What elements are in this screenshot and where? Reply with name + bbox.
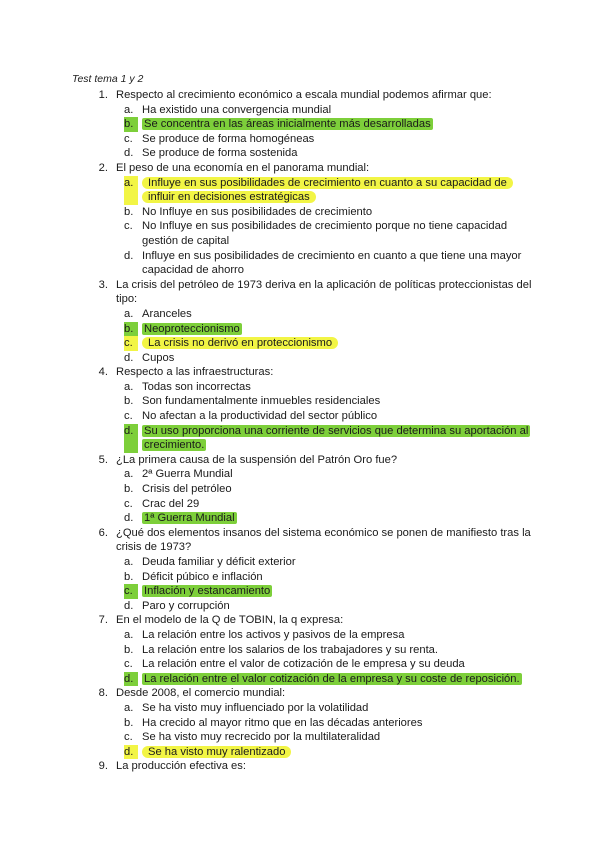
question-number: 7. <box>98 614 108 627</box>
option-letter: b. <box>124 117 138 132</box>
answer-option <box>124 205 532 220</box>
question-6 <box>72 526 532 614</box>
option-letter: a. <box>124 468 134 481</box>
question-2 <box>72 161 532 278</box>
answer-option <box>124 117 532 132</box>
option-letter: d. <box>124 745 138 760</box>
question-8 <box>72 686 532 759</box>
answer-option <box>124 584 532 599</box>
option-text: Se produce de forma sostenida <box>142 147 298 160</box>
option-letter: d. <box>124 599 134 612</box>
answer-option <box>124 219 532 248</box>
option-text: Deuda familiar y déficit exterior <box>142 556 296 568</box>
highlighted-answer-text: La relación entre el valor cotización de la empresa y su coste de reposición. <box>144 672 520 685</box>
option-letter: c. <box>124 220 133 233</box>
document-title: Test tema 1 y 2 <box>72 73 144 85</box>
option-text: No afectan a la productividad del sector público <box>142 410 378 423</box>
answer-option <box>124 424 532 453</box>
question-stem <box>72 526 532 555</box>
highlighted-answer-text: Neoproteccionismo <box>144 322 240 335</box>
answer-option <box>124 716 532 731</box>
answer-option <box>124 409 532 424</box>
answer-option <box>124 730 532 745</box>
question-number: 3. <box>98 278 108 291</box>
question-text: ¿La primera causa de la suspensión del Patrón Oro fue? <box>116 453 398 466</box>
highlighted-answer-text: Inflación y estancamiento <box>144 585 271 598</box>
question-text: ¿Qué dos elementos insanos del sistema económico se ponen de manifiesto tras la crisis de 1973? <box>116 526 531 554</box>
option-text-wrap <box>138 146 532 161</box>
question-stem <box>72 365 532 380</box>
option-letter: d. <box>124 424 138 453</box>
option-text-wrap <box>138 351 532 366</box>
option-text-wrap <box>138 205 532 220</box>
option-text-wrap <box>138 409 532 424</box>
answer-option <box>124 351 532 366</box>
option-text: La relación entre los salarios de los trabajadores y su renta. <box>142 643 439 656</box>
option-text: Se ha visto muy influenciado por la volatilidad <box>142 701 369 714</box>
option-text-wrap <box>138 511 532 526</box>
answer-option <box>124 467 532 482</box>
answer-option <box>124 380 532 395</box>
question-1 <box>72 88 532 161</box>
option-text-wrap <box>138 716 532 731</box>
option-text-wrap <box>138 219 532 248</box>
option-text: Déficit púbico e inflación <box>142 570 263 583</box>
question-text: Desde 2008, el comercio mundial: <box>116 687 286 700</box>
option-letter: c. <box>124 731 133 744</box>
answer-option <box>124 322 532 337</box>
option-text: Cupos <box>142 351 175 364</box>
option-text-wrap <box>138 745 532 760</box>
option-list <box>124 701 532 759</box>
option-text: Son fundamentalmente inmuebles residenciales <box>142 395 381 408</box>
question-number: 6. <box>98 526 108 539</box>
option-list <box>124 628 532 686</box>
option-letter: c. <box>124 410 133 423</box>
option-letter: a. <box>124 380 134 393</box>
option-text: 2ª Guerra Mundial <box>142 468 233 481</box>
question-number: 4. <box>98 366 108 379</box>
option-letter: d. <box>124 351 134 364</box>
question-stem <box>72 88 532 103</box>
option-letter: c. <box>124 584 138 599</box>
option-letter: b. <box>124 483 134 496</box>
highlighted-answer-text: 1ª Guerra Mundial <box>144 512 235 525</box>
answer-option <box>124 482 532 497</box>
option-text-wrap <box>138 322 532 337</box>
highlighted-answer-text: La crisis no derivó en proteccionismo <box>142 337 338 349</box>
option-text-wrap <box>138 467 532 482</box>
option-text: Se ha visto muy recrecido por la multilateralidad <box>142 731 381 744</box>
answer-option <box>124 628 532 643</box>
answer-option <box>124 643 532 658</box>
answer-option <box>124 701 532 716</box>
option-list <box>124 103 532 161</box>
option-text-wrap <box>138 584 532 599</box>
option-text: Paro y corrupción <box>142 599 230 612</box>
question-stem <box>72 161 532 176</box>
answer-option <box>124 511 532 526</box>
option-text-wrap <box>138 657 532 672</box>
option-text: Ha crecido al mayor ritmo que en las décadas anteriores <box>142 716 423 729</box>
question-number: 8. <box>98 687 108 700</box>
question-text: El peso de una economía en el panorama mundial: <box>116 161 370 174</box>
highlighted-answer-text: Influye en sus posibilidades de crecimiento en cuanto a su capacidad de influir en decisiones estratégicas <box>142 177 513 204</box>
option-text-wrap <box>138 643 532 658</box>
option-list <box>124 307 532 365</box>
option-letter: d. <box>124 249 134 262</box>
question-number: 2. <box>98 161 108 174</box>
answer-option <box>124 176 532 205</box>
option-text-wrap <box>138 249 532 278</box>
option-list <box>124 176 532 278</box>
answer-option <box>124 336 532 351</box>
option-letter: a. <box>124 176 138 205</box>
question-text: Respecto al crecimiento económico a escala mundial podemos afirmar que: <box>116 89 492 101</box>
question-number: 5. <box>98 453 108 466</box>
option-text-wrap <box>138 555 532 570</box>
option-text-wrap <box>138 103 532 118</box>
highlighted-answer-text: Se concentra en las áreas inicialmente más desarrolladas <box>144 118 431 131</box>
option-text-wrap <box>138 336 532 351</box>
option-text: Se produce de forma homogéneas <box>142 132 315 145</box>
answer-option <box>124 249 532 278</box>
option-list <box>124 555 532 613</box>
option-text: Ha existido una convergencia mundial <box>142 103 332 116</box>
question-stem <box>72 278 532 307</box>
question-text: En el modelo de la Q de TOBIN, la q expresa: <box>116 614 344 627</box>
option-letter: b. <box>124 205 134 218</box>
option-letter: c. <box>124 336 138 351</box>
option-letter: a. <box>124 103 134 116</box>
option-text-wrap <box>138 701 532 716</box>
highlighted-answer-text: Se ha visto muy ralentizado <box>142 746 291 758</box>
question-stem <box>72 613 532 628</box>
option-letter: b. <box>124 570 134 583</box>
question-text: La crisis del petróleo de 1973 deriva en la aplicación de políticas proteccionistas del tipo: <box>116 278 532 306</box>
option-text: Todas son incorrectas <box>142 380 251 393</box>
answer-option <box>124 497 532 512</box>
option-letter: d. <box>124 147 134 160</box>
question-5 <box>72 453 532 526</box>
option-text-wrap <box>138 730 532 745</box>
option-text: Crac del 29 <box>142 497 200 510</box>
option-text-wrap <box>138 117 532 132</box>
option-text: No Influye en sus posibilidades de crecimiento <box>142 205 373 218</box>
question-4 <box>72 365 532 453</box>
option-text-wrap <box>138 380 532 395</box>
option-text: La relación entre los activos y pasivos de la empresa <box>142 628 405 641</box>
option-list <box>124 380 532 453</box>
option-letter: a. <box>124 628 134 641</box>
question-number: 9. <box>98 760 108 773</box>
answer-option <box>124 132 532 147</box>
question-9 <box>72 759 532 774</box>
answer-option <box>124 394 532 409</box>
question-7 <box>72 613 532 686</box>
option-text-wrap <box>138 424 532 453</box>
option-text: Crisis del petróleo <box>142 483 232 496</box>
highlighted-answer-text: Su uso proporciona una corriente de servicios que determina su aportación al crecimiento. <box>144 424 529 452</box>
option-letter: b. <box>124 395 134 408</box>
option-text: Aranceles <box>142 307 192 320</box>
option-text-wrap <box>138 482 532 497</box>
option-letter: c. <box>124 658 133 671</box>
question-text: Respecto a las infraestructuras: <box>116 366 274 379</box>
answer-option <box>124 103 532 118</box>
option-text-wrap <box>138 599 532 614</box>
answer-option <box>124 672 532 687</box>
question-text: La producción efectiva es: <box>116 760 246 773</box>
answer-option <box>124 307 532 322</box>
option-letter: b. <box>124 322 138 337</box>
option-text-wrap <box>138 394 532 409</box>
option-letter: a. <box>124 556 134 568</box>
option-text: Influye en sus posibilidades de crecimiento en cuanto a que tiene una mayor capacidad de ahorro <box>142 249 522 277</box>
question-stem <box>72 759 532 774</box>
option-text: La relación entre el valor de cotización de le empresa y su deuda <box>142 658 465 671</box>
option-text-wrap <box>138 132 532 147</box>
answer-option <box>124 146 532 161</box>
option-letter: c. <box>124 132 133 145</box>
option-letter: d. <box>124 672 138 687</box>
option-text-wrap <box>138 497 532 512</box>
option-letter: c. <box>124 497 133 510</box>
option-letter: b. <box>124 643 134 656</box>
question-number: 1. <box>98 89 108 101</box>
option-letter: b. <box>124 716 134 729</box>
answer-option <box>124 657 532 672</box>
answer-option <box>124 599 532 614</box>
option-letter: a. <box>124 307 134 320</box>
question-stem <box>72 686 532 701</box>
question-3 <box>72 278 532 366</box>
option-text-wrap <box>138 672 532 687</box>
answer-option <box>124 745 532 760</box>
answer-option <box>124 570 532 585</box>
option-text-wrap <box>138 570 532 585</box>
option-letter: d. <box>124 512 134 525</box>
option-letter: a. <box>124 701 134 714</box>
question-stem <box>72 453 532 468</box>
option-list <box>124 467 532 525</box>
option-text-wrap <box>138 307 532 322</box>
option-text: No Influye en sus posibilidades de crecimiento porque no tiene capacidad gestión de capital <box>142 220 508 247</box>
question-list <box>72 88 532 774</box>
option-text-wrap <box>138 176 532 205</box>
answer-option <box>124 555 532 570</box>
option-text-wrap <box>138 628 532 643</box>
